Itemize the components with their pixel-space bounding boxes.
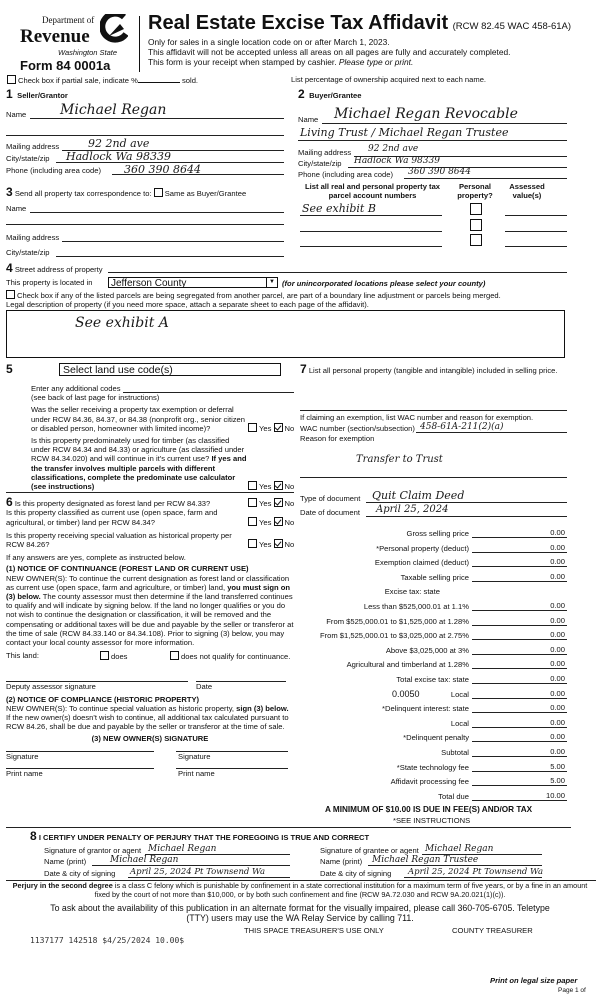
land-use-select[interactable]: Select land use code(s) [59, 363, 281, 376]
forest-no-checkbox[interactable] [274, 498, 283, 507]
receipt-text: This form is your receipt when stamped by cashier. [148, 57, 337, 67]
amount-field[interactable] [472, 698, 567, 699]
deputy-date-field[interactable] [196, 667, 286, 682]
buyer-name-field-2[interactable] [298, 140, 567, 141]
amount-value: 0.00 [550, 747, 565, 756]
assessed-field-1[interactable] [505, 215, 567, 216]
deputy-signature-label: Deputy assessor signature [6, 682, 96, 692]
print-name-label-1: Print name [6, 768, 43, 778]
street-address-label [6, 262, 103, 276]
grantee-date-field[interactable] [404, 877, 542, 878]
section-number: 4 [6, 261, 13, 275]
grantor-name-label: Name (print) [44, 857, 87, 866]
buyer-city-value: Hadlock Wa 98339 [354, 156, 440, 166]
header-line-1: Only for sales in a single location code on or after March 1, 2023. [148, 37, 390, 47]
street-label-text: Street address of property [14, 265, 103, 274]
assessed-field-3[interactable] [505, 246, 567, 247]
section-5-number: 5 [6, 362, 13, 376]
amount-value: 0.00 [550, 644, 565, 654]
amount-label: Above $3,025,000 at 3% [385, 645, 469, 655]
partial-sale-checkbox[interactable] [7, 75, 16, 84]
does-not-checkbox[interactable] [170, 651, 179, 660]
amount-field[interactable] [472, 639, 567, 640]
amount-field[interactable] [472, 800, 567, 801]
this-land-label: This land: [6, 651, 39, 661]
current-use-no-checkbox[interactable] [274, 517, 283, 526]
amount-label: Local [450, 718, 469, 728]
amount-value: 0.00 [550, 542, 565, 552]
amount-value: 0.00 [550, 601, 565, 610]
forest-yes-checkbox[interactable] [248, 498, 257, 507]
corr-name-label: Name [6, 204, 27, 213]
partial-sale-label: Check box if partial sale, indicate % [18, 76, 138, 85]
alternate-format-notice: To ask about the availability of this publication in an alternate format for the visually impaired, please call 360-705-6705. Teletype (TTY) users may use the WA Relay Service by calling 711. [50, 903, 550, 923]
amount-label: Subtotal [441, 748, 469, 757]
amount-field[interactable] [472, 654, 567, 655]
county-note: (for unincorporated locations please select your county) [282, 279, 486, 288]
amount-field[interactable] [472, 537, 567, 538]
doc-date-value: April 25, 2024 [376, 504, 449, 515]
buyer-mailing-value: 92 2nd ave [368, 144, 419, 154]
amount-label: Affidavit processing fee [390, 777, 469, 787]
signature-label-2: Signature [178, 751, 211, 761]
seller-name-value: Michael Regan [60, 102, 167, 118]
grantor-date-field[interactable] [128, 877, 290, 878]
amount-field[interactable] [472, 552, 567, 553]
additional-codes-label: Enter any additional codes [31, 384, 121, 393]
section-number: 3 [6, 185, 13, 199]
corr-mailing-label: Mailing address [6, 233, 60, 242]
notice-compliance-title: (2) NOTICE OF COMPLIANCE (HISTORIC PROPERTY) [6, 694, 200, 704]
corr-name-field-2[interactable] [6, 224, 284, 225]
historic-no-checkbox[interactable] [274, 539, 283, 548]
amount-field[interactable] [472, 771, 567, 772]
amount-label: Agricultural and timberland at 1.28% [346, 660, 469, 670]
amount-field[interactable] [472, 566, 567, 567]
deputy-date-label: Date [196, 682, 213, 692]
historic-question: Is this property receiving special valuation as historical property per RCW 84.26? [6, 530, 232, 550]
page-number: Page 1 of [558, 987, 586, 994]
current-use-question: Is this property classified as current use (open space, farm and agricultural, or timber) land per RCW 84.34? [6, 508, 218, 527]
amount-label: Exemption claimed (deduct) [374, 558, 469, 568]
grantee-signature-label: Signature of grantee or agent [320, 846, 419, 855]
section-number: 2 [298, 87, 305, 101]
amount-value: 0.00 [550, 717, 565, 727]
amount-value: 0.00 [550, 674, 565, 683]
wac-value: 458-61A-211(2)(a) [420, 422, 504, 432]
timber-answer: Yes No [248, 481, 294, 491]
grantor-name-field[interactable] [92, 865, 290, 866]
perjury-notice: Perjury in the second degree is a class C felony which is punishable by confinement in a state correctional institution for a maximum term of five years, or by a fine in an amount fixed by the court of not more than $10,000, or by both such confinement and fine (RCW 9A.72.030 and RCW 9A.20.021(1)(c)). [12, 881, 588, 899]
owner-signature-field-2[interactable] [176, 743, 288, 752]
buyer-name-value-2: Living Trust / Michael Regan Trustee [300, 126, 509, 139]
section-number: 1 [6, 87, 13, 101]
exemption-no-checkbox[interactable] [274, 423, 283, 432]
doc-date-label: Date of document [300, 508, 360, 517]
amount-field[interactable] [472, 741, 567, 742]
amount-field[interactable] [472, 683, 567, 684]
signature-label-1: Signature [6, 751, 39, 761]
parcel-field-1[interactable] [300, 215, 442, 216]
amount-label: Gross selling price [406, 529, 469, 538]
header-line-3 [148, 57, 413, 67]
owner-signature-field-1[interactable] [6, 743, 154, 752]
current-use-answer: Yes No [248, 517, 294, 527]
dept-of-text: Department of [42, 15, 95, 25]
seller-phone-value: 360 390 8644 [124, 163, 201, 176]
grantor-signature: Michael Regan [148, 844, 217, 854]
doc-type-label: Type of document [300, 494, 361, 503]
exemption-question: Was the seller receiving a property tax exemption or deferral under RCW 84.36, 84.37, or 84.38 (nonprofit org., senior citizen or disabled person, homeowner with limited income)? [31, 405, 246, 433]
grantee-name-field[interactable] [368, 865, 542, 866]
print-name-label-2: Print name [178, 768, 215, 778]
historic-answer: Yes No [248, 539, 294, 549]
forest-answer: Yes No [248, 498, 294, 508]
amount-value: 0.00 [550, 630, 565, 640]
exemption-claim-label: If claiming an exemption, list WAC number and reason for exemption. [300, 413, 534, 422]
exemption-answer: Yes No [248, 423, 294, 433]
corr-mailing-field[interactable] [62, 241, 284, 242]
correspondence-heading [6, 186, 246, 200]
amount-field[interactable] [472, 712, 567, 713]
buyer-phone-label: Phone (including area code) [298, 170, 393, 179]
partial-percent-field[interactable] [138, 82, 180, 83]
assessed-field-2[interactable] [505, 231, 567, 232]
buyer-name-value: Michael Regan Revocable [334, 106, 518, 122]
amount-field[interactable] [472, 785, 567, 786]
amount-label: Local [450, 689, 469, 699]
grantor-date: April 25, 2024 Pt Townsend Wa [130, 867, 266, 877]
doc-type-value: Quit Claim Deed [372, 489, 465, 502]
amount-value: 0.00 [550, 557, 565, 567]
forest-question: 6 Is this property designated as forest land per RCW 84.33? [6, 495, 211, 510]
amount-label: Excise tax: state [384, 587, 440, 597]
partial-sale[interactable] [7, 75, 198, 85]
see-back-note: (see back of last page for instructions) [31, 393, 160, 403]
historic-yes-checkbox[interactable] [248, 539, 257, 548]
amount-field[interactable] [472, 727, 567, 728]
exemption-yes-checkbox[interactable] [248, 423, 257, 432]
form-number: Form 84 0001a [20, 58, 111, 73]
amount-label: *Delinquent interest: state [382, 704, 469, 714]
seller-heading-text: Seller/Grantor [17, 91, 68, 100]
washington-state-text: Washington State [58, 48, 118, 57]
minimum-due-note: A MINIMUM OF $10.00 IS DUE IN FEE(S) AND/OR TAX [325, 805, 533, 814]
partial-sale-suffix: sold. [182, 76, 199, 85]
amount-value: 0.00 [550, 659, 565, 669]
doc-type-field[interactable] [366, 502, 567, 503]
title-text: Real Estate Excise Tax Affidavit [148, 12, 449, 34]
segregate-checkbox[interactable] [6, 290, 15, 299]
legal-description-label: Legal description of property (if you need more space, attach a separate sheet to each page of the affidavit). [6, 300, 369, 309]
cashier-stamp: 1137177 142518 $4/25/2024 10.00$ [30, 936, 185, 945]
personal-property-checkbox-3[interactable] [470, 234, 482, 246]
timber-yes-checkbox[interactable] [248, 481, 257, 490]
seller-name-field[interactable] [30, 118, 284, 119]
grantee-date-label: Date & city of signing [320, 869, 392, 878]
section-8-divider [6, 827, 571, 828]
amount-label: *Personal property (deduct) [376, 543, 469, 553]
buyer-name-field[interactable] [322, 123, 567, 124]
amount-label: *Delinquent penalty [403, 733, 469, 743]
parcel-value-1: See exhibit B [302, 202, 376, 215]
personal-property-checkbox-2[interactable] [470, 219, 482, 231]
buyer-mailing-label: Mailing address [298, 148, 352, 157]
does-option[interactable]: does [100, 651, 170, 661]
amount-value: 0.00 [550, 528, 565, 537]
amount-field[interactable] [472, 625, 567, 626]
parcel-field-3[interactable] [300, 246, 442, 247]
grantee-name: Michael Regan Trustee [372, 855, 479, 865]
amount-label: From $525,000.01 to $1,525,000 at 1.28% [326, 616, 469, 626]
segregate-checkbox-row[interactable] [6, 290, 501, 300]
legal-size-note: Print on legal size paper [490, 976, 578, 985]
amount-field[interactable] [472, 668, 567, 669]
local-rate: 0.0050 [392, 688, 420, 699]
notice-continuance-text: NEW OWNER(S): To continue the current designation as forest land or classification as current use (open space, farm and agriculture, or timber) land, you must sign on (3) below. The county assessor must then determine if the land transferred continues to qualify and will indicate by signing below. If the land no longer qualifies or you do not wish to continue the designation or classification, it will be removed and the compensating or additional taxes will be due and payable by the seller or transferor at the time of sale (RCW 84.33.140 or 84.34.108). Prior to signing (3) below, you may contact your local county assessor for more information. [6, 573, 294, 648]
county-value: Jefferson County [111, 278, 187, 289]
amount-field[interactable] [472, 756, 567, 757]
personal-property-checkbox-1[interactable] [470, 203, 482, 215]
reason-value: Transfer to Trust [356, 454, 443, 465]
timber-no-checkbox[interactable] [274, 481, 283, 490]
timber-question: Is this property predominately used for timber (as classified under RCW 84.34 and 84.33) or agriculture (as classified under RCW 84.34.020) and will continue in it's current use? If yes and the transfer involves multiple parcels with different classifications, complete the predominate use calculator (see instructions) [31, 436, 247, 492]
seller-name-label: Name [6, 110, 27, 119]
seller-name-field-2[interactable] [6, 135, 284, 136]
amount-value: 0.00 [550, 615, 565, 625]
if-yes-note: If any answers are yes, complete as instructed below. [6, 553, 186, 563]
seller-city-label: City/state/zip [6, 154, 50, 163]
grantee-name-label: Name (print) [320, 857, 363, 866]
grantee-date: April 25, 2024 Pt Townsend Wa [408, 867, 544, 877]
new-owner-signature-title: (3) NEW OWNER(S) SIGNATURE [91, 733, 209, 743]
buyer-city-label: City/state/zip [298, 159, 342, 168]
buyer-phone-value: 360 390 8644 [408, 167, 471, 177]
doc-date-field[interactable] [366, 516, 567, 517]
see-instructions-note: *SEE INSTRUCTIONS [393, 816, 471, 825]
wac-label: WAC number (section/subsection) [300, 424, 415, 433]
amount-value: 0.00 [550, 571, 565, 581]
county-treasurer-label: COUNTY TREASURER [452, 926, 533, 935]
seller-phone-label: Phone (including area code) [6, 166, 101, 175]
treasurer-use-label: THIS SPACE TREASURER'S USE ONLY [244, 926, 384, 935]
same-as-buyer-label: Same as Buyer/Grantee [164, 189, 247, 198]
seller-mailing-label: Mailing address [6, 142, 60, 151]
seller-mailing-value: 92 2nd ave [88, 137, 150, 150]
grantee-signature: Michael Regan [425, 844, 494, 854]
left-column [6, 362, 294, 778]
dropdown-arrow-icon[interactable]: ▼ [266, 278, 277, 287]
title-citation: (RCW 82.45 WAC 458-61A) [452, 21, 572, 32]
reason-field[interactable] [300, 477, 567, 478]
personal-property-header: Personal property? [457, 182, 493, 200]
wac-field[interactable] [416, 432, 567, 433]
header-line-2: This affidavit will not be accepted unless all areas on all pages are fully and accurately completed. [148, 47, 511, 57]
current-use-yes-checkbox[interactable] [248, 517, 257, 526]
amount-field[interactable] [472, 610, 567, 611]
amount-label: Total excise tax: state [396, 675, 469, 684]
amount-value: 0.00 [550, 703, 565, 713]
amount-label: Total due [438, 791, 469, 801]
reason-label: Reason for exemption [300, 434, 375, 443]
buyer-name-label: Name [298, 115, 319, 124]
amount-value: 10.00 [545, 790, 565, 800]
does-not-option[interactable]: does not qualify for continuance. [170, 651, 294, 661]
amount-field[interactable] [472, 581, 567, 582]
logo-icon [100, 14, 128, 44]
notice-compliance-text: NEW OWNER(S): To continue special valuation as historic property, sign (3) below. If the new owner(s) doesn't wish to continue, all additional tax calculated pursuant to RCW 84.26, shall be due and payable by the seller or transferor at the time of sale. [6, 703, 289, 732]
personal-property-list-label: 7 List all personal property (tangible and intangible) included in selling price. [300, 362, 558, 376]
amount-value: 0.00 [550, 688, 565, 698]
parcels-header: List all real and personal property tax parcel account numbers [304, 182, 441, 200]
buyer-phone-field[interactable] [404, 178, 567, 179]
buyer-heading [298, 88, 361, 100]
seller-heading [6, 88, 68, 100]
deputy-signature-field[interactable] [6, 667, 188, 682]
seller-city-value: Hadlock Wa 98339 [66, 150, 172, 163]
corr-city-label: City/state/zip [6, 248, 50, 257]
corr-city-field[interactable] [56, 256, 284, 257]
grantor-signature-label: Signature of grantor or agent [44, 846, 142, 855]
header-divider [139, 16, 140, 72]
certify-statement: 8 I CERTIFY UNDER PENALTY OF PERJURY THAT THE FOREGOING IS TRUE AND CORRECT [30, 829, 370, 843]
correspondence-text: Send all property tax correspondence to: [14, 189, 152, 198]
same-as-buyer-checkbox[interactable] [154, 188, 163, 197]
personal-property-field[interactable] [300, 410, 567, 411]
notice-continuance-title: (1) NOTICE OF CONTINUANCE (FOREST LAND OR CURRENT USE) [6, 564, 249, 574]
segregate-label: Check box if any of the listed parcels are being segregated from another parcel, are part of a boundary line adjustment or parcels being merged. [17, 291, 501, 300]
amount-label: From $1,525,000.01 to $3,025,000 at 2.75% [319, 631, 469, 641]
ownership-note: List percentage of ownership acquired next to each name. [291, 75, 487, 84]
assessed-value-header: Assessed value(s) [509, 182, 545, 200]
street-address-field[interactable] [108, 272, 567, 273]
additional-codes-field[interactable] [123, 385, 295, 393]
parcel-field-2[interactable] [300, 231, 442, 232]
amount-value: 5.00 [550, 776, 565, 786]
grantor-name: Michael Regan [110, 855, 179, 865]
owner-print-field-1[interactable] [6, 761, 154, 769]
located-in-label: This property is located in [6, 278, 93, 287]
county-select[interactable] [108, 277, 278, 288]
amount-value: 0.00 [550, 732, 565, 742]
amount-label: Taxable selling price [400, 572, 469, 582]
owner-print-field-2[interactable] [176, 761, 288, 769]
legal-description-value: See exhibit A [75, 315, 169, 331]
grantor-date-label: Date & city of signing [44, 869, 116, 878]
revenue-logo-text: Revenue [20, 26, 90, 47]
amount-value: 5.00 [550, 761, 565, 771]
corr-name-field[interactable] [30, 212, 284, 213]
amount-label: Less than $525,000.01 at 1.1% [363, 602, 469, 611]
buyer-heading-text: Buyer/Grantee [309, 91, 362, 100]
type-or-print: Please type or print. [338, 57, 414, 67]
does-checkbox[interactable] [100, 651, 109, 660]
page-title [148, 12, 571, 38]
amount-label: *State technology fee [396, 762, 469, 772]
